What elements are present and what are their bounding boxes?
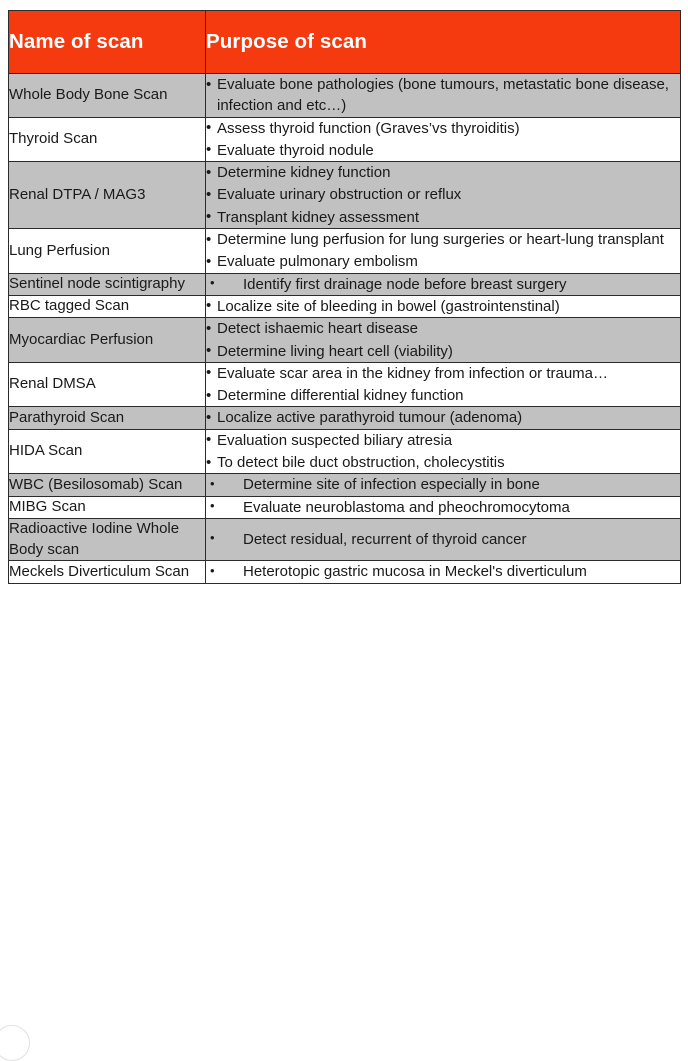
purpose-bullet-item: • Evaluate pulmonary embolism <box>206 251 680 272</box>
table-row <box>9 229 681 274</box>
watermark-artifact <box>0 1025 30 1061</box>
scan-name-cell: Sentinel node scintigraphy <box>9 273 206 295</box>
scan-name-cell: Thyroid Scan <box>9 117 206 162</box>
scan-table-container <box>8 10 680 584</box>
purpose-bullet-list <box>206 407 680 428</box>
scan-purpose-cell <box>206 273 681 295</box>
scan-name-cell: Lung Perfusion <box>9 229 206 274</box>
purpose-bullet-list <box>206 274 680 295</box>
purpose-bullet-list <box>206 318 680 362</box>
purpose-bullet-item: • Determine living heart cell (viability) <box>206 341 680 362</box>
scan-name-cell: Renal DTPA / MAG3 <box>9 162 206 229</box>
purpose-bullet-item: • Assess thyroid function (Graves’vs thyroiditis) <box>206 118 680 139</box>
table-row <box>9 561 681 583</box>
table-row <box>9 318 681 363</box>
header-row <box>9 11 681 74</box>
table-row <box>9 474 681 496</box>
purpose-bullet-list <box>206 74 680 117</box>
scan-name-cell: RBC tagged Scan <box>9 295 206 317</box>
table-header <box>9 11 681 74</box>
table-row <box>9 74 681 118</box>
purpose-bullet-item: • To detect bile duct obstruction, cholecystitis <box>206 452 680 473</box>
purpose-bullet-list <box>206 430 680 474</box>
purpose-bullet-list <box>206 363 680 407</box>
scan-purpose-table <box>8 10 681 584</box>
table-row <box>9 117 681 162</box>
purpose-bullet-list <box>206 162 680 228</box>
table-row <box>9 295 681 317</box>
table-row <box>9 496 681 518</box>
purpose-bullet-item: • Determine site of infection especially in bone <box>206 474 680 495</box>
table-row <box>9 273 681 295</box>
scan-purpose-cell <box>206 318 681 363</box>
table-row <box>9 429 681 474</box>
purpose-bullet-list <box>206 229 680 273</box>
scan-purpose-cell <box>206 407 681 429</box>
purpose-bullet-item: • Heterotopic gastric mucosa in Meckel's diverticulum <box>206 561 680 582</box>
purpose-bullet-item: • Evaluate thyroid nodule <box>206 140 680 161</box>
purpose-bullet-item: • Determine lung perfusion for lung surgeries or heart-lung transplant <box>206 229 680 250</box>
scan-name-cell: Meckels Diverticulum Scan <box>9 561 206 583</box>
scan-purpose-cell <box>206 429 681 474</box>
column-header-purpose-of-scan: Purpose of scan <box>206 11 681 74</box>
scan-name-cell: Renal DMSA <box>9 362 206 407</box>
purpose-bullet-item: • Detect residual, recurrent of thyroid cancer <box>206 529 680 550</box>
purpose-bullet-item: • Localize active parathyroid tumour (adenoma) <box>206 407 680 428</box>
purpose-bullet-item: • Evaluate bone pathologies (bone tumours, metastatic bone disease, infection and etc…) <box>206 74 680 117</box>
purpose-bullet-list <box>206 474 680 495</box>
table-row <box>9 407 681 429</box>
purpose-bullet-list <box>206 497 680 518</box>
column-header-name-of-scan: Name of scan <box>9 11 206 74</box>
table-row <box>9 362 681 407</box>
scan-purpose-cell <box>206 561 681 583</box>
purpose-bullet-item: • Localize site of bleeding in bowel (gastrointenstinal) <box>206 296 680 317</box>
scan-purpose-cell <box>206 295 681 317</box>
scan-name-cell: Myocardiac Perfusion <box>9 318 206 363</box>
scan-purpose-cell <box>206 362 681 407</box>
scan-purpose-cell <box>206 496 681 518</box>
scan-name-cell: Whole Body Bone Scan <box>9 74 206 118</box>
purpose-bullet-item: • Evaluate neuroblastoma and pheochromocytoma <box>206 497 680 518</box>
scan-name-cell: Radioactive Iodine Whole Body scan <box>9 518 206 560</box>
purpose-bullet-list <box>206 296 680 317</box>
purpose-bullet-item: • Transplant kidney assessment <box>206 207 680 228</box>
scan-purpose-cell <box>206 162 681 229</box>
table-row <box>9 518 681 560</box>
purpose-bullet-item: • Evaluate scar area in the kidney from infection or trauma… <box>206 363 680 384</box>
purpose-bullet-item: • Evaluate urinary obstruction or reflux <box>206 184 680 205</box>
scan-purpose-cell <box>206 474 681 496</box>
purpose-bullet-list <box>206 118 680 162</box>
scan-name-cell: WBC (Besilosomab) Scan <box>9 474 206 496</box>
purpose-bullet-item: • Evaluation suspected biliary atresia <box>206 430 680 451</box>
table-row <box>9 162 681 229</box>
purpose-bullet-item: • Identify first drainage node before breast surgery <box>206 274 680 295</box>
purpose-bullet-list <box>206 561 680 582</box>
table-body <box>9 74 681 584</box>
purpose-bullet-list <box>206 529 680 550</box>
scan-purpose-cell <box>206 518 681 560</box>
scan-name-cell: HIDA Scan <box>9 429 206 474</box>
purpose-bullet-item: • Detect ishaemic heart disease <box>206 318 680 339</box>
purpose-bullet-item: • Determine kidney function <box>206 162 680 183</box>
scan-purpose-cell <box>206 229 681 274</box>
scan-name-cell: Parathyroid Scan <box>9 407 206 429</box>
scan-purpose-cell <box>206 117 681 162</box>
purpose-bullet-item: • Determine differential kidney function <box>206 385 680 406</box>
scan-purpose-cell <box>206 74 681 118</box>
scan-name-cell: MIBG Scan <box>9 496 206 518</box>
